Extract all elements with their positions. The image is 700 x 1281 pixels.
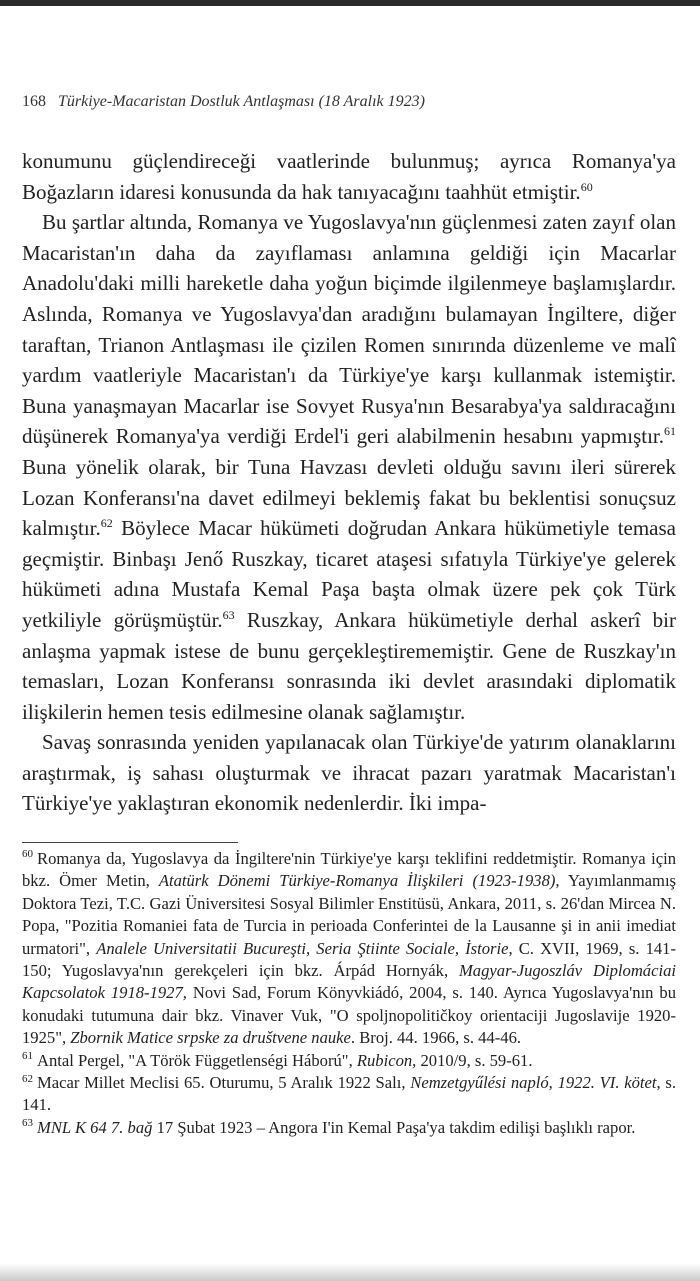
footnote-60-text-a: Romanya da, Yugoslavya da İngiltere'nin Türkiye'ye karşı teklifini reddetmiştir. Romanya için bkz. Ömer Metin, (22, 849, 676, 891)
footnote-separator (22, 842, 238, 843)
footnote-ref-63: 63 (222, 607, 235, 622)
footnote-60-title-1: Atatürk Dönemi Türkiye-Romanya İlişkileri (1923-1938) (158, 871, 556, 891)
running-header (22, 93, 425, 111)
footnote-63-title: MNL K 64 7. bağ (37, 1117, 153, 1137)
footnote-61-title: Rubicon, (356, 1050, 417, 1070)
paragraph-2-text-b: Buna yönelik olarak, bir Tuna Havzası devleti olduğu savını ileri sürerek Lozan Konferansı'na davet edilmeyi beklemiş fakat bu beklentisi sonuçsuz kalmıştır. (22, 454, 676, 541)
paragraph-2 (22, 207, 676, 727)
footnote-60-title-4: Zbornik Matice srpske za društvene nauke (70, 1028, 351, 1048)
footnote-60-text-d: Novi Sad, Forum Könyvkiádó, 2004, s. 140. Ayrıca Yugoslavya'nın bu konudaki tutumuna dair bkz. Vinaver Vuk, "O spoljnopolitičkoy orientaciji Jugoslavije 1920-1925", (22, 983, 676, 1048)
footnote-60-title-2: Analele Universitatii Bucureşti, Seria Ştiinte Sociale, İstorie (96, 938, 509, 958)
paragraph-1 (22, 146, 676, 207)
footnote-ref-61: 61 (664, 424, 676, 439)
paragraph-2-text-a: Bu şartlar altında, Romanya ve Yugoslavya'nın güçlenmesi zaten zayıf olan Macaristan'ın daha da zayıflaması anlamına geldiği için Macarlar Anadolu'daki milli hareketle daha yoğun biçimde ilgilenmeye başlamışlardır. Aslında, Romanya ve Yugoslavya'dan aradığını bulamayan İngiltere, diğer taraftan, Trianon Antlaşması ile çizilen Romen sınırında düzenleme ve malî yardım vaatleriyle Macaristan'ı da Türkiye'ye karşı kullanmak istemiştir. Buna yanaşmayan Macarlar ise Sovyet Rusya'nın Besarabya'ya saldıracağını düşünerek Romanya'ya verdiği Erdel'i geri alabilmenin hesabını yapmıştır. (22, 210, 676, 449)
footnote-61-number: 61 (22, 1050, 33, 1063)
footnote-60-text-e: . Broj. 44. 1966, s. 44-46. (350, 1028, 522, 1048)
footnote-63-number: 63 (22, 1117, 33, 1130)
footnote-62 (22, 1072, 676, 1117)
footnote-61-text-b: 2010/9, s. 59-61. (416, 1050, 533, 1070)
footnote-60-number: 60 (22, 848, 33, 861)
footnote-60-title-3: Magyar-Jugoszláv Diplomáciai Kapcsolatok 1918-1927, (22, 961, 676, 1003)
footnote-60 (22, 848, 676, 1050)
footnote-62-text-a: Macar Millet Meclisi 65. Oturumu, 5 Aralık 1922 Salı, (37, 1073, 411, 1093)
paragraph-1-text: konumunu güçlendireceği vaatlerinde bulunmuş; ayrıca Romanya'ya Boğazların idaresi konusunda da hak tanıyacağını taahhüt etmiştir. (22, 149, 676, 204)
footnote-61 (22, 1050, 676, 1072)
footnote-ref-62: 62 (100, 516, 113, 531)
page-number: 168 (22, 93, 46, 110)
paragraph-2-text-d: Ruszkay, Ankara hükümetiyle derhal askerî bir anlaşma yapmak istese de bunu gerçekleştirememiştir. Gene de Ruszkay'ın temasları, Lozan Konferansı sonrasında iki devlet arasındaki diplomatik ilişkilerin hemen tesis edilmesine olanak sağlamıştır. (22, 607, 676, 724)
scan-bottom-edge (0, 1263, 700, 1281)
footnote-ref-60: 60 (580, 179, 593, 194)
footnote-60-text-c: , C. XVII, 1969, s. 141-150; Yugoslavya'nın gerekçeleri için bkz. Árpád Hornyák, (22, 938, 676, 981)
footnote-62-number: 62 (22, 1072, 33, 1085)
footnotes (22, 848, 676, 1139)
footnote-63 (22, 1117, 676, 1139)
paragraph-2-text-c: Böylece Macar hükümeti doğrudan Ankara hükümetiyle temasa geçmiştir. Binbaşı Jenő Ruszkay, ticaret ataşesi sıfatıyla Türkiye'ye gelerek hükümeti adına Mustafa Kemal Paşa başta olmak üzere pek çok Türk yetkiliyle görüşmüştür. (22, 516, 676, 632)
running-title: Türkiye-Macaristan Dostluk Antlaşması (18 Aralık 1923) (58, 93, 425, 110)
main-text (22, 146, 676, 819)
paragraph-3: Savaş sonrasında yeniden yapılanacak olan Türkiye'de yatırım olanaklarını araştırmak, iş sahası oluşturmak ve ihracat pazarı yaratmak Macaristan'ı Türkiye'ye yaklaştıran ekonomik nedenlerdir. İki impa- (22, 730, 676, 816)
footnote-62-title: Nemzetgyűlési napló, 1922. VI. kötet (410, 1073, 657, 1093)
footnote-60-text-b: , Yayımlanmamış Doktora Tezi, T.C. Gazi Üniversitesi Sosyal Bilimler Enstitüsü, Ankara, 2011, s. 26'dan Mircea N. Popa, "Pozitia Romaniei fata de Turcia in perioada Conferintei de la Lausanne şi in anii imediat urmatori", (22, 871, 677, 958)
footnote-62-text-b: , s. 141. (22, 1073, 676, 1115)
footnote-63-text: 17 Şubat 1923 – Angora I'in Kemal Paşa'ya takdim edilişi başlıklı rapor. (152, 1117, 636, 1137)
footnote-61-text-a: Antal Pergel, "A Török Függetlenségi Háború", (37, 1050, 357, 1070)
scan-top-edge (0, 0, 700, 6)
